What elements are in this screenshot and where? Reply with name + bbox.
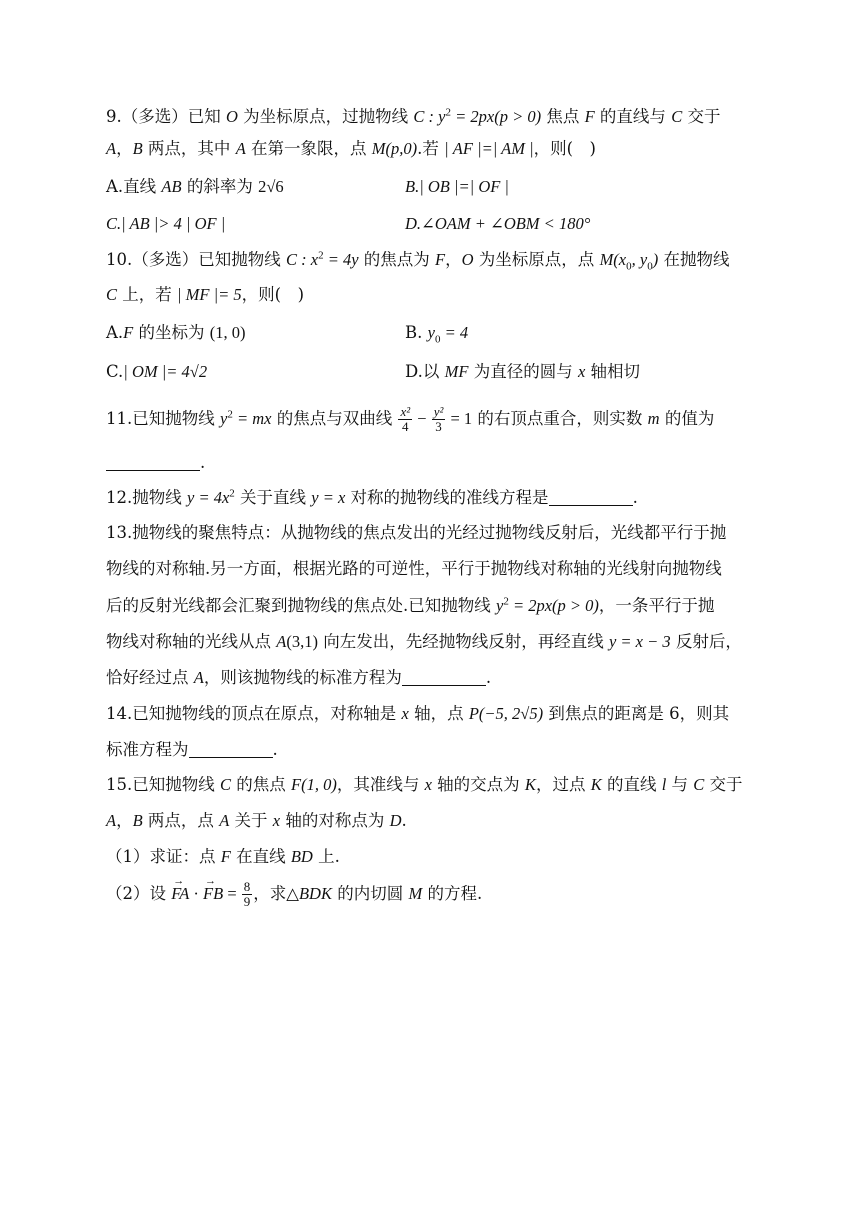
q11-line1: 11.已知抛物线 $y^2$ = mx 的焦点与双曲线 $\frac{\text{x²}}{4}$ − $\frac{\text{y²}}{3}$ = 1 的右顶点重合，则实数 m 的值为 [106,404,715,434]
q10-option-d: D.以 MF 为直径的圆与 x 轴相切 [405,362,641,381]
q10-line1: 10.（多选）已知抛物线 C : $x^2 = 4y$ 的焦点为 F，O 为坐标原点，点 $M(x_0$, $y_0$) 在抛物线 [106,249,730,273]
q13-line4: 物线对称轴的光线从点 A(3,1) 向左发出，先经抛物线反射，再经直线 y = x − 3 反射后， [106,632,742,651]
fraction-8-over-9: $\frac{8}{9}$ [243,879,251,909]
q14-line2: 标准方程为 . [106,740,278,759]
q11-answer-blank[interactable]: . [106,452,205,474]
q9-line1: 9.（多选）已知 O 为坐标原点，过抛物线 C : $y^2 = 2px(p > 0)$ 焦点 F 的直线与 C 交于 [106,106,721,126]
q13-line5: 恰好经过点 A，则该抛物线的标准方程为 . [106,668,492,687]
q13-line3: 后的反射光线都会汇聚到抛物线的焦点处.已知抛物线 $y^2 = 2px(p > 0)$，一条平行于抛 [106,595,715,615]
q15-line1: 15.已知抛物线 C 的焦点 F(1, 0)，其准线与 x 轴的交点为 K，过点 K 的直线 l 与 C 交于 [106,775,743,794]
q13-line1: 13.抛物线的聚焦特点：从抛物线的焦点发出的光经过抛物线反射后，光线都平行于抛 [106,523,727,542]
q9-line2: A，B 两点，其中 A 在第一象限，点 M(p,0).若 | AF |=| AM |，则( ) [106,139,596,158]
q14-answer-blank[interactable] [189,741,273,758]
q9-option-d: D.∠OAM + ∠OBM < 180° [405,214,591,233]
q9-option-b: B.| OB |=| OF | [405,177,509,196]
q10-option-c: C.| OM |= 4√2 [106,362,208,381]
q9-option-a: A.直线 AB 的斜率为 2√6 [106,177,284,196]
q10-option-a: A.F 的坐标为 (1, 0) [106,323,246,342]
q14-line1: 14.已知抛物线的顶点在原点，对称轴是 x 轴，点 P(−5, 2√5) 到焦点的距离是 6，则其 [106,704,730,723]
q9-option-c: C.| AB |> 4 | OF | [106,214,226,233]
q15-part1: （1）求证：点 F 在直线 BD 上. [106,847,340,866]
fraction-x2-over-4: $\frac{\text{x²}}{4}$ [400,404,411,434]
q12-answer-blank[interactable] [549,489,633,506]
q15-line2: A，B 两点，点 A 关于 x 轴的对称点为 D. [106,811,407,830]
q10-line2: C 上，若 | MF |= 5，则( ) [106,285,305,304]
q15-part2: （2）设 → FA · → FB = $\frac{8}{9}$ ，求△BDK 的内切圆 M 的方程. [106,880,482,909]
q13-line2: 物线的对称轴.另一方面，根据光路的可逆性，平行于抛物线对称轴的光线射向抛物线 [106,559,722,578]
q10-option-b: B. $y_0 = 4$ [405,323,469,346]
vector-fb: → FB [203,883,223,905]
q13-answer-blank[interactable] [402,669,486,686]
vector-fa: → FA [171,883,189,905]
q12-line1: 12.抛物线 $y = 4x^2$ 关于直线 y = x 对称的抛物线的准线方程是 . [106,487,638,507]
fraction-y2-over-3: $\frac{\text{y²}}{3}$ [433,404,444,434]
